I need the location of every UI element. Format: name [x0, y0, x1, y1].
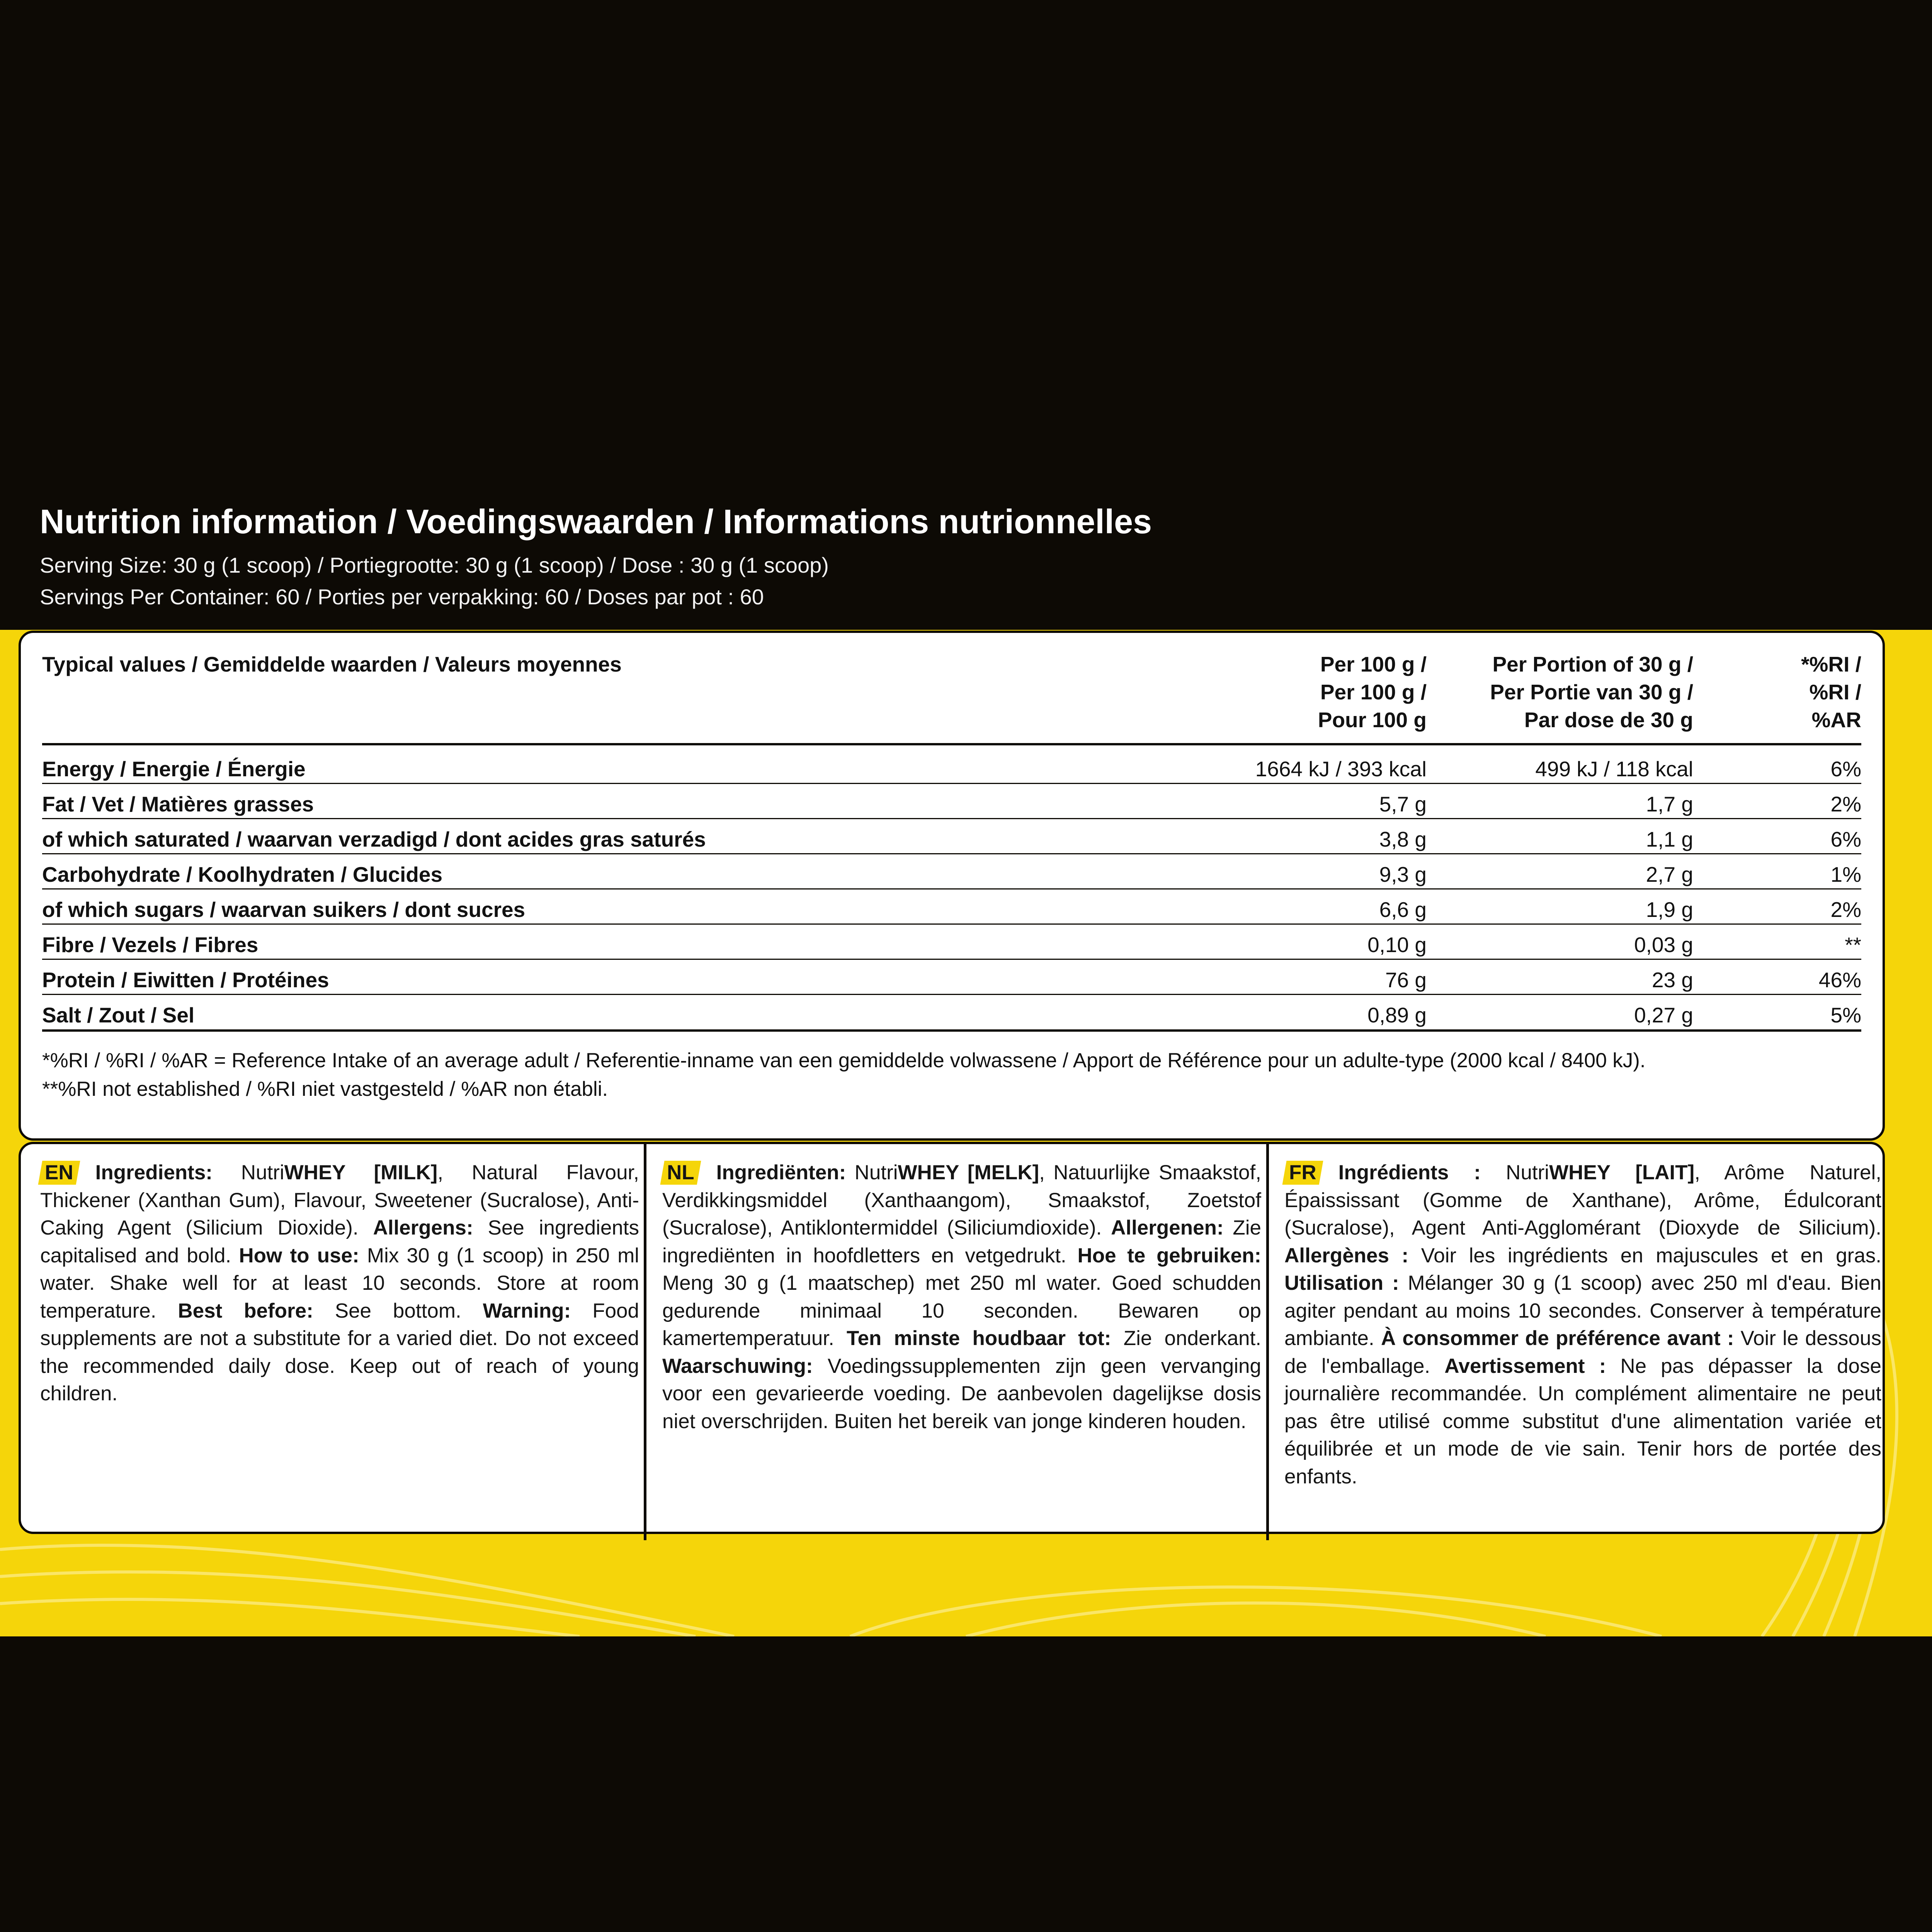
header-per-100g-en: Per 100 g /	[1320, 652, 1427, 676]
header-ri	[1801, 650, 1861, 734]
language-badge-en	[38, 1161, 80, 1185]
page-title: Nutrition information / Voedingswaarden / Informations nutrionnelles	[40, 502, 1152, 541]
row-portion: 0,03 g	[1634, 933, 1693, 957]
row-label: Fibre / Vezels / Fibres	[42, 933, 259, 957]
usage-label: Utilisation :	[1284, 1272, 1399, 1294]
row-label: of which sugars / waarvan suikers / dont sucres	[42, 898, 526, 922]
row-portion: 499 kJ / 118 kcal	[1535, 757, 1693, 781]
best-before-text: Zie onderkant.	[1111, 1327, 1261, 1350]
allergens-label: Allergens:	[373, 1216, 473, 1239]
ingredients-column-en	[40, 1159, 639, 1408]
nutrition-header	[40, 502, 1895, 613]
ingredients-text: , Arôme Naturel, Épaississant (Gomme de Xanthane), Arôme, Édulcorant (Sucralose), Agent Anti-Agglomérant (Dioxyde de Silicium).	[1284, 1161, 1881, 1239]
table-row	[42, 995, 1861, 1032]
ingredients-allergen: WHEY [LAIT]	[1549, 1161, 1695, 1184]
column-divider	[1266, 1144, 1269, 1540]
footnotes	[42, 1046, 1867, 1104]
header-ri-fr: %AR	[1811, 708, 1861, 732]
ingredients-label: Ingredients:	[95, 1161, 213, 1184]
language-code: NL	[667, 1161, 694, 1184]
language-badge-fr	[1282, 1161, 1323, 1185]
ingredients-allergen: WHEY [MELK]	[898, 1161, 1039, 1184]
allergens-text: Voir les ingrédients en majuscules et en gras.	[1408, 1244, 1881, 1267]
row-per100: 0,10 g	[1367, 933, 1427, 957]
usage-text: Mix 30 g (1 scoop) in 250 ml water. Shake well for at least 10 seconds. Store at room temperature.	[40, 1244, 639, 1322]
usage-text: Meng 30 g (1 maatschep) met 250 ml water. Goed schudden gedurende minimaal 10 seconden. Bewaren op kamertemperatuur.	[662, 1272, 1261, 1350]
row-portion: 23 g	[1651, 968, 1693, 992]
row-portion: 0,27 g	[1634, 1003, 1693, 1027]
allergens-label: Allergènes :	[1284, 1244, 1409, 1267]
table-row	[42, 925, 1861, 960]
warning-label: Warning:	[483, 1299, 571, 1322]
ingredients-card	[19, 1142, 1885, 1534]
table-row	[42, 784, 1861, 819]
nutrition-table-card	[19, 631, 1885, 1141]
row-portion: 1,1 g	[1646, 827, 1693, 851]
best-before-label: À consommer de préférence avant :	[1381, 1327, 1734, 1350]
row-per100: 1664 kJ / 393 kcal	[1255, 757, 1427, 781]
language-code: FR	[1289, 1161, 1316, 1184]
row-portion: 1,7 g	[1646, 792, 1693, 816]
row-label: of which saturated / waarvan verzadigd / dont acides gras saturés	[42, 827, 706, 851]
row-ri: 1%	[1830, 862, 1861, 886]
table-row	[42, 960, 1861, 995]
ingredients-allergen: WHEY [MILK]	[284, 1161, 438, 1184]
row-per100: 3,8 g	[1379, 827, 1427, 851]
ingredients-prefix: Nutri	[846, 1161, 898, 1184]
nutrition-rows	[42, 749, 1861, 1032]
usage-text: Mélanger 30 g (1 scoop) avec 250 ml d'eau. Bien agiter pendant au moins 10 secondes. Conserver à température ambiante.	[1284, 1272, 1881, 1350]
table-row	[42, 854, 1861, 889]
usage-label: Hoe te gebruiken:	[1077, 1244, 1261, 1267]
header-per-portion-en: Per Portion of 30 g /	[1492, 652, 1693, 676]
ingredients-column-fr	[1284, 1159, 1881, 1490]
usage-label: How to use:	[239, 1244, 359, 1267]
row-ri: 6%	[1830, 757, 1861, 781]
ingredients-prefix: Nutri	[1481, 1161, 1549, 1184]
row-per100: 5,7 g	[1379, 792, 1427, 816]
header-per-portion	[1490, 650, 1693, 734]
ingredients-prefix: Nutri	[212, 1161, 284, 1184]
best-before-label: Ten minste houdbaar tot:	[847, 1327, 1111, 1350]
allergens-text: Zie ingrediënten in hoofdletters en vetgedrukt.	[662, 1216, 1261, 1267]
ingredients-text: , Natuurlijke Smaakstof, Verdikkingsmiddel (Xanthaangom), Smaakstof, Zoetstof (Sucralose), Antiklontermiddel (Siliciumdioxide).	[662, 1161, 1261, 1239]
row-per100: 9,3 g	[1379, 862, 1427, 886]
row-per100: 76 g	[1385, 968, 1427, 992]
row-portion: 1,9 g	[1646, 898, 1693, 922]
allergens-text: See ingredients capitalised and bold.	[40, 1216, 639, 1267]
best-before-text: Voir le dessous de l'emballage.	[1284, 1327, 1882, 1378]
row-ri: 5%	[1830, 1003, 1861, 1027]
ingredients-label: Ingrédients :	[1338, 1161, 1481, 1184]
allergens-label: Allergenen:	[1111, 1216, 1224, 1239]
row-ri: 2%	[1830, 792, 1861, 816]
header-per-portion-fr: Par dose de 30 g	[1524, 708, 1693, 732]
table-row	[42, 819, 1861, 854]
row-label: Protein / Eiwitten / Protéines	[42, 968, 329, 992]
header-typical-values: Typical values / Gemiddelde waarden / Valeurs moyennes	[42, 652, 622, 676]
row-label: Energy / Energie / Énergie	[42, 757, 306, 781]
footnote-ri-not-established: **%RI not established / %RI niet vastgesteld / %AR non établi.	[42, 1078, 608, 1100]
header-ri-en: *%RI /	[1801, 652, 1861, 676]
language-code: EN	[45, 1161, 73, 1184]
row-label: Fat / Vet / Matières grasses	[42, 792, 314, 816]
language-badge-nl	[660, 1161, 701, 1185]
table-row	[42, 889, 1861, 925]
row-per100: 6,6 g	[1379, 898, 1427, 922]
warning-text: Voedingssupplementen zijn geen vervanging voor een gevarieerde voeding. De aanbevolen dagelijkse dosis niet overschrijden. Buiten het bereik van jonge kinderen houden.	[662, 1354, 1261, 1433]
row-ri: **	[1845, 933, 1861, 957]
row-label: Carbohydrate / Koolhydraten / Glucides	[42, 862, 443, 886]
row-ri: 46%	[1818, 968, 1861, 992]
table-header	[42, 650, 1861, 745]
row-label: Salt / Zout / Sel	[42, 1003, 195, 1027]
table-row	[42, 749, 1861, 784]
ingredients-text: , Natural Flavour, Thickener (Xanthan Gum), Flavour, Sweetener (Sucralose), Anti-Caking Agent (Silicium Dioxide).	[40, 1161, 639, 1239]
header-per-100g-fr: Pour 100 g	[1318, 708, 1427, 732]
header-per-100g-nl: Per 100 g /	[1320, 680, 1427, 704]
header-per-portion-nl: Per Portie van 30 g /	[1490, 680, 1693, 704]
row-ri: 2%	[1830, 898, 1861, 922]
row-ri: 6%	[1830, 827, 1861, 851]
header-ri-nl: %RI /	[1809, 680, 1861, 704]
warning-text: Ne pas dépasser la dose journalière recommandée. Un complément alimentaire ne peut pas être utilisé comme substitut d'une alimentation variée et équilibrée et un mode de vie sain. Tenir hors de portée des enfants.	[1284, 1354, 1881, 1488]
best-before-label: Best before:	[178, 1299, 313, 1322]
ingredients-column-nl	[662, 1159, 1261, 1435]
warning-text: Food supplements are not a substitute for a varied diet. Do not exceed the recommended daily dose. Keep out of reach of young children.	[40, 1299, 639, 1405]
best-before-text: See bottom.	[313, 1299, 483, 1322]
header-per-100g	[1318, 650, 1427, 734]
warning-label: Avertissement :	[1444, 1354, 1606, 1378]
serving-size: Serving Size: 30 g (1 scoop) / Portiegrootte: 30 g (1 scoop) / Dose : 30 g (1 scoop)	[40, 553, 829, 577]
servings-per-container: Servings Per Container: 60 / Porties per verpakking: 60 / Doses par pot : 60	[40, 585, 764, 609]
row-per100: 0,89 g	[1367, 1003, 1427, 1027]
column-divider	[644, 1144, 646, 1540]
row-portion: 2,7 g	[1646, 862, 1693, 886]
warning-label: Waarschuwing:	[662, 1354, 813, 1378]
footnote-reference-intake: *%RI / %RI / %AR = Reference Intake of an average adult / Referentie-inname van een gemiddelde volwassene / Apport de Référence pour un adulte-type (2000 kcal / 8400 kJ).	[42, 1049, 1646, 1072]
ingredients-label: Ingrediënten:	[716, 1161, 846, 1184]
